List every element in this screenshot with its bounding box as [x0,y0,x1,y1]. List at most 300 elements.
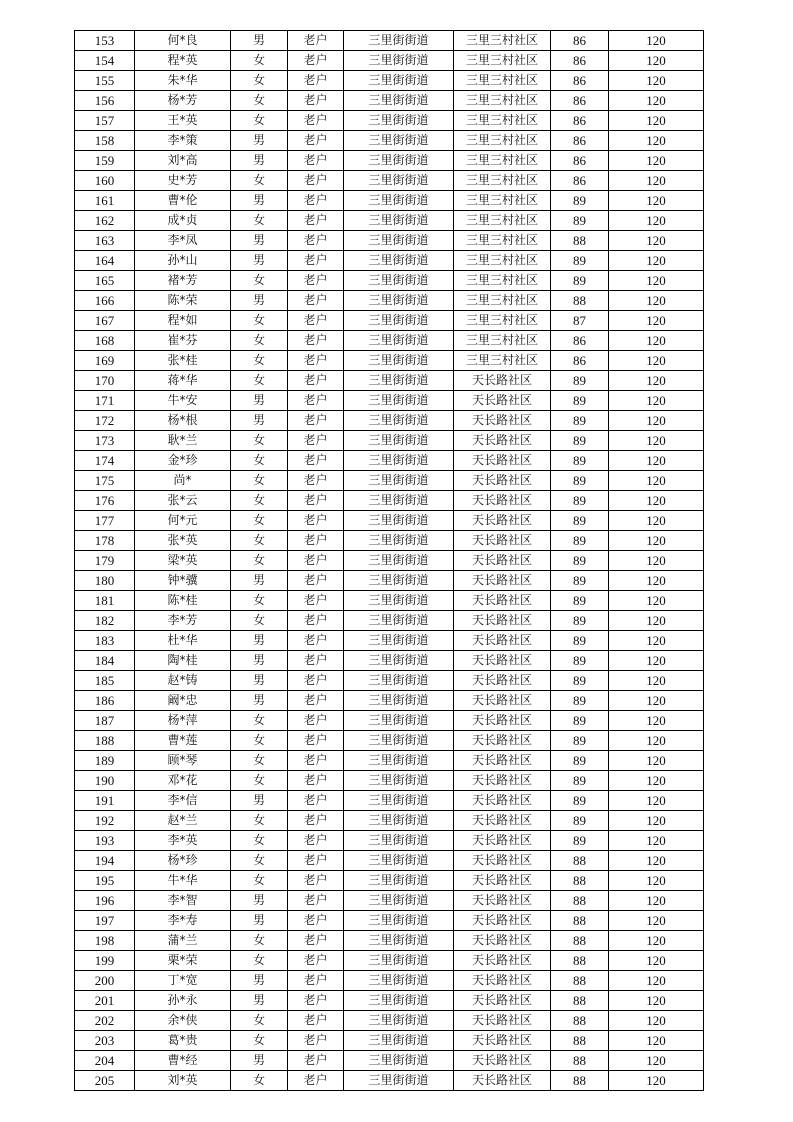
cell-age: 89 [551,651,609,671]
cell-household-type: 老户 [288,371,344,391]
cell-age: 89 [551,591,609,611]
cell-age: 89 [551,671,609,691]
cell-community: 三里三村社区 [454,191,551,211]
cell-name: 张*云 [135,491,231,511]
cell-amount: 120 [609,831,704,851]
cell-amount: 120 [609,191,704,211]
cell-street: 三里街街道 [344,491,454,511]
cell-name: 尚* [135,471,231,491]
cell-street: 三里街街道 [344,571,454,591]
cell-community: 天长路社区 [454,711,551,731]
cell-name: 陈*桂 [135,591,231,611]
cell-gender: 女 [231,591,288,611]
cell-amount: 120 [609,391,704,411]
cell-amount: 120 [609,611,704,631]
cell-household-type: 老户 [288,411,344,431]
table-row [75,51,704,71]
cell-community: 天长路社区 [454,731,551,751]
cell-household-type: 老户 [288,1051,344,1071]
table-row [75,691,704,711]
cell-amount: 120 [609,411,704,431]
cell-age: 89 [551,451,609,471]
cell-household-type: 老户 [288,191,344,211]
cell-community: 天长路社区 [454,1071,551,1091]
cell-amount: 120 [609,31,704,51]
cell-name: 成*贞 [135,211,231,231]
cell-community: 三里三村社区 [454,31,551,51]
cell-community: 三里三村社区 [454,211,551,231]
cell-community: 天长路社区 [454,691,551,711]
cell-gender: 男 [231,391,288,411]
cell-community: 三里三村社区 [454,131,551,151]
cell-serial-number: 160 [75,171,135,191]
cell-gender: 女 [231,871,288,891]
cell-street: 三里街街道 [344,191,454,211]
cell-amount: 120 [609,591,704,611]
cell-amount: 120 [609,851,704,871]
cell-household-type: 老户 [288,311,344,331]
cell-community: 三里三村社区 [454,351,551,371]
cell-community: 天长路社区 [454,991,551,1011]
cell-name: 赵*兰 [135,811,231,831]
cell-street: 三里街街道 [344,631,454,651]
cell-community: 天长路社区 [454,891,551,911]
cell-serial-number: 166 [75,291,135,311]
cell-community: 三里三村社区 [454,291,551,311]
cell-household-type: 老户 [288,831,344,851]
cell-amount: 120 [609,371,704,391]
cell-age: 88 [551,911,609,931]
cell-street: 三里街街道 [344,331,454,351]
cell-amount: 120 [609,451,704,471]
cell-amount: 120 [609,111,704,131]
cell-street: 三里街街道 [344,931,454,951]
cell-amount: 120 [609,351,704,371]
cell-gender: 女 [231,491,288,511]
cell-street: 三里街街道 [344,991,454,1011]
cell-household-type: 老户 [288,491,344,511]
cell-street: 三里街街道 [344,411,454,431]
table-row [75,511,704,531]
cell-age: 89 [551,491,609,511]
cell-street: 三里街街道 [344,551,454,571]
cell-gender: 女 [231,351,288,371]
cell-street: 三里街街道 [344,671,454,691]
cell-gender: 男 [231,691,288,711]
cell-serial-number: 185 [75,671,135,691]
cell-street: 三里街街道 [344,611,454,631]
cell-community: 天长路社区 [454,911,551,931]
cell-age: 86 [551,31,609,51]
cell-name: 杜*华 [135,631,231,651]
cell-age: 89 [551,511,609,531]
cell-gender: 女 [231,711,288,731]
cell-household-type: 老户 [288,211,344,231]
cell-gender: 男 [231,631,288,651]
cell-community: 天长路社区 [454,551,551,571]
cell-age: 88 [551,1011,609,1031]
cell-name: 杨*珍 [135,851,231,871]
cell-street: 三里街街道 [344,831,454,851]
cell-age: 89 [551,391,609,411]
cell-household-type: 老户 [288,291,344,311]
cell-amount: 120 [609,711,704,731]
cell-gender: 女 [231,611,288,631]
table-row [75,751,704,771]
cell-household-type: 老户 [288,271,344,291]
cell-street: 三里街街道 [344,431,454,451]
cell-household-type: 老户 [288,71,344,91]
cell-community: 天长路社区 [454,531,551,551]
cell-name: 栗*荣 [135,951,231,971]
cell-age: 86 [551,151,609,171]
cell-serial-number: 168 [75,331,135,351]
cell-name: 钟*骥 [135,571,231,591]
cell-amount: 120 [609,231,704,251]
cell-serial-number: 163 [75,231,135,251]
cell-name: 蒋*华 [135,371,231,391]
cell-gender: 女 [231,1031,288,1051]
cell-gender: 男 [231,251,288,271]
cell-street: 三里街街道 [344,951,454,971]
cell-gender: 女 [231,751,288,771]
cell-age: 88 [551,951,609,971]
cell-amount: 120 [609,1071,704,1091]
cell-name: 曹*伦 [135,191,231,211]
cell-serial-number: 182 [75,611,135,631]
table-row [75,911,704,931]
cell-community: 三里三村社区 [454,71,551,91]
cell-household-type: 老户 [288,131,344,151]
table-row [75,651,704,671]
cell-household-type: 老户 [288,971,344,991]
table-row [75,711,704,731]
cell-community: 三里三村社区 [454,111,551,131]
cell-community: 天长路社区 [454,451,551,471]
cell-name: 耿*兰 [135,431,231,451]
cell-serial-number: 179 [75,551,135,571]
table-row [75,1031,704,1051]
cell-age: 88 [551,971,609,991]
cell-serial-number: 191 [75,791,135,811]
table-row [75,631,704,651]
cell-age: 89 [551,711,609,731]
cell-serial-number: 174 [75,451,135,471]
cell-amount: 120 [609,311,704,331]
cell-age: 89 [551,551,609,571]
cell-street: 三里街街道 [344,171,454,191]
cell-community: 天长路社区 [454,411,551,431]
cell-age: 89 [551,471,609,491]
cell-gender: 女 [231,811,288,831]
cell-serial-number: 205 [75,1071,135,1091]
cell-amount: 120 [609,71,704,91]
cell-gender: 男 [231,131,288,151]
cell-name: 刘*高 [135,151,231,171]
table-row [75,231,704,251]
cell-household-type: 老户 [288,911,344,931]
cell-age: 89 [551,811,609,831]
cell-serial-number: 167 [75,311,135,331]
cell-street: 三里街街道 [344,91,454,111]
cell-age: 89 [551,631,609,651]
table-row [75,1011,704,1031]
cell-community: 天长路社区 [454,771,551,791]
cell-serial-number: 170 [75,371,135,391]
cell-serial-number: 197 [75,911,135,931]
cell-age: 89 [551,751,609,771]
cell-name: 金*珍 [135,451,231,471]
cell-age: 89 [551,571,609,591]
cell-gender: 女 [231,771,288,791]
cell-age: 86 [551,131,609,151]
cell-amount: 120 [609,431,704,451]
cell-household-type: 老户 [288,871,344,891]
cell-amount: 120 [609,671,704,691]
cell-gender: 女 [231,831,288,851]
cell-street: 三里街街道 [344,531,454,551]
cell-age: 88 [551,931,609,951]
cell-serial-number: 181 [75,591,135,611]
cell-name: 杨*芳 [135,91,231,111]
cell-gender: 女 [231,471,288,491]
table-row [75,931,704,951]
cell-serial-number: 172 [75,411,135,431]
cell-name: 阚*忠 [135,691,231,711]
cell-name: 李*策 [135,131,231,151]
cell-amount: 120 [609,1011,704,1031]
cell-household-type: 老户 [288,851,344,871]
cell-gender: 女 [231,311,288,331]
cell-amount: 120 [609,571,704,591]
cell-serial-number: 153 [75,31,135,51]
cell-gender: 女 [231,1071,288,1091]
cell-age: 89 [551,831,609,851]
cell-amount: 120 [609,631,704,651]
cell-name: 牛*安 [135,391,231,411]
cell-gender: 女 [231,551,288,571]
table-row [75,771,704,791]
cell-community: 天长路社区 [454,471,551,491]
cell-street: 三里街街道 [344,731,454,751]
table-row [75,411,704,431]
cell-community: 天长路社区 [454,971,551,991]
cell-household-type: 老户 [288,431,344,451]
cell-household-type: 老户 [288,91,344,111]
table-row [75,891,704,911]
cell-serial-number: 195 [75,871,135,891]
cell-amount: 120 [609,751,704,771]
cell-age: 86 [551,351,609,371]
cell-serial-number: 155 [75,71,135,91]
cell-community: 三里三村社区 [454,91,551,111]
table-row [75,491,704,511]
cell-amount: 120 [609,1051,704,1071]
cell-community: 天长路社区 [454,751,551,771]
cell-community: 三里三村社区 [454,171,551,191]
cell-community: 三里三村社区 [454,51,551,71]
cell-community: 三里三村社区 [454,251,551,271]
cell-serial-number: 201 [75,991,135,1011]
cell-amount: 120 [609,791,704,811]
cell-amount: 120 [609,51,704,71]
cell-amount: 120 [609,811,704,831]
cell-serial-number: 186 [75,691,135,711]
cell-household-type: 老户 [288,451,344,471]
cell-name: 余*侠 [135,1011,231,1031]
cell-serial-number: 154 [75,51,135,71]
cell-serial-number: 171 [75,391,135,411]
table-row [75,611,704,631]
cell-serial-number: 165 [75,271,135,291]
cell-amount: 120 [609,1031,704,1051]
cell-gender: 女 [231,511,288,531]
cell-street: 三里街街道 [344,891,454,911]
cell-name: 张*英 [135,531,231,551]
cell-gender: 男 [231,971,288,991]
cell-street: 三里街街道 [344,1031,454,1051]
cell-amount: 120 [609,131,704,151]
cell-serial-number: 196 [75,891,135,911]
cell-serial-number: 178 [75,531,135,551]
cell-amount: 120 [609,91,704,111]
table-row [75,31,704,51]
table-row [75,851,704,871]
table-row [75,591,704,611]
cell-name: 陶*桂 [135,651,231,671]
table-row [75,531,704,551]
cell-serial-number: 184 [75,651,135,671]
cell-community: 三里三村社区 [454,271,551,291]
table-row [75,1051,704,1071]
cell-name: 顾*琴 [135,751,231,771]
table-row [75,391,704,411]
cell-household-type: 老户 [288,771,344,791]
cell-street: 三里街街道 [344,231,454,251]
cell-street: 三里街街道 [344,591,454,611]
cell-household-type: 老户 [288,611,344,631]
cell-age: 88 [551,291,609,311]
cell-gender: 男 [231,191,288,211]
cell-community: 天长路社区 [454,951,551,971]
cell-gender: 女 [231,851,288,871]
cell-household-type: 老户 [288,671,344,691]
cell-name: 崔*芬 [135,331,231,351]
cell-age: 89 [551,251,609,271]
cell-age: 89 [551,771,609,791]
cell-serial-number: 189 [75,751,135,771]
table-row [75,831,704,851]
cell-name: 朱*华 [135,71,231,91]
cell-serial-number: 177 [75,511,135,531]
table-row [75,251,704,271]
cell-street: 三里街街道 [344,131,454,151]
cell-community: 三里三村社区 [454,311,551,331]
table-row [75,731,704,751]
cell-community: 天长路社区 [454,571,551,591]
cell-gender: 女 [231,271,288,291]
cell-community: 天长路社区 [454,511,551,531]
cell-age: 89 [551,431,609,451]
cell-household-type: 老户 [288,351,344,371]
roster-table-body [75,31,704,1091]
cell-household-type: 老户 [288,1071,344,1091]
cell-community: 天长路社区 [454,651,551,671]
cell-household-type: 老户 [288,171,344,191]
cell-name: 孙*永 [135,991,231,1011]
cell-name: 蒲*兰 [135,931,231,951]
cell-age: 88 [551,1031,609,1051]
cell-gender: 男 [231,1051,288,1071]
cell-serial-number: 183 [75,631,135,651]
cell-age: 88 [551,851,609,871]
cell-street: 三里街街道 [344,151,454,171]
cell-age: 88 [551,1071,609,1091]
cell-gender: 男 [231,231,288,251]
cell-age: 89 [551,731,609,751]
cell-street: 三里街街道 [344,871,454,891]
cell-amount: 120 [609,891,704,911]
cell-community: 天长路社区 [454,671,551,691]
cell-name: 褚*芳 [135,271,231,291]
cell-serial-number: 190 [75,771,135,791]
cell-community: 天长路社区 [454,1051,551,1071]
cell-age: 89 [551,531,609,551]
cell-amount: 120 [609,471,704,491]
table-row [75,351,704,371]
table-row [75,291,704,311]
cell-serial-number: 180 [75,571,135,591]
cell-street: 三里街街道 [344,71,454,91]
cell-street: 三里街街道 [344,651,454,671]
cell-household-type: 老户 [288,711,344,731]
cell-gender: 女 [231,91,288,111]
cell-amount: 120 [609,651,704,671]
cell-name: 梁*英 [135,551,231,571]
cell-gender: 男 [231,671,288,691]
cell-age: 88 [551,991,609,1011]
cell-household-type: 老户 [288,951,344,971]
cell-serial-number: 169 [75,351,135,371]
cell-street: 三里街街道 [344,251,454,271]
table-row [75,791,704,811]
table-row [75,151,704,171]
cell-street: 三里街街道 [344,351,454,371]
cell-community: 天长路社区 [454,831,551,851]
cell-household-type: 老户 [288,391,344,411]
cell-name: 程*英 [135,51,231,71]
cell-household-type: 老户 [288,811,344,831]
cell-name: 曹*经 [135,1051,231,1071]
cell-amount: 120 [609,291,704,311]
cell-gender: 女 [231,931,288,951]
cell-serial-number: 175 [75,471,135,491]
cell-street: 三里街街道 [344,911,454,931]
cell-street: 三里街街道 [344,271,454,291]
cell-amount: 120 [609,871,704,891]
cell-household-type: 老户 [288,591,344,611]
cell-amount: 120 [609,971,704,991]
table-row [75,971,704,991]
cell-age: 89 [551,611,609,631]
cell-serial-number: 198 [75,931,135,951]
cell-name: 丁*宽 [135,971,231,991]
cell-street: 三里街街道 [344,111,454,131]
cell-community: 天长路社区 [454,851,551,871]
cell-street: 三里街街道 [344,471,454,491]
cell-community: 天长路社区 [454,871,551,891]
cell-age: 86 [551,91,609,111]
